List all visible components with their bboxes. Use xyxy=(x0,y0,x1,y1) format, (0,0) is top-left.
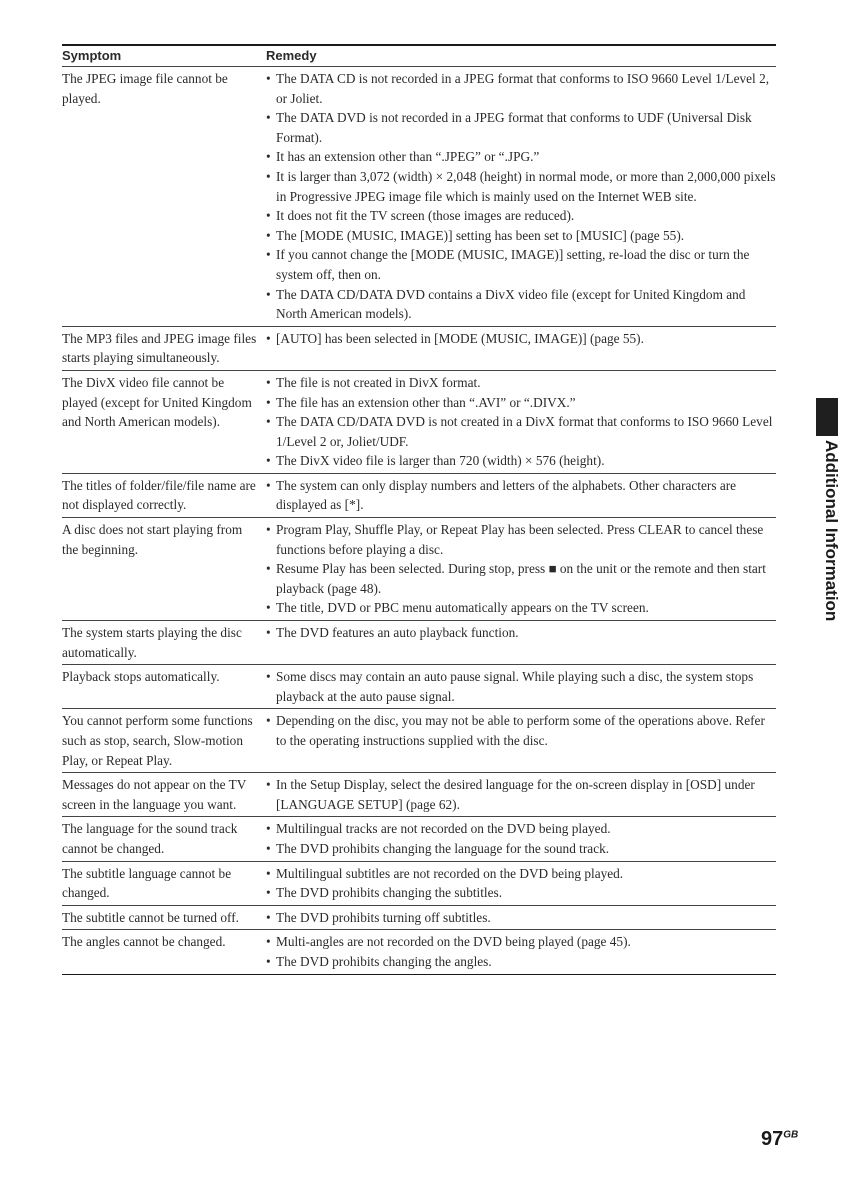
table-row xyxy=(62,773,776,817)
symptom-cell: Messages do not appear on the TV screen in the language you want. xyxy=(62,773,266,817)
remedy-cell xyxy=(266,817,776,861)
remedy-cell xyxy=(266,370,776,473)
table-body xyxy=(62,67,776,975)
symptom-cell: The subtitle language cannot be changed. xyxy=(62,861,266,905)
remedy-item: • The DVD prohibits turning off subtitles. xyxy=(266,908,776,928)
symptom-cell: Playback stops automatically. xyxy=(62,665,266,709)
symptom-cell: The DivX video file cannot be played (except for United Kingdom and North American models). xyxy=(62,370,266,473)
remedy-item: • The DVD features an auto playback function. xyxy=(266,623,776,643)
table-row xyxy=(62,473,776,517)
remedy-cell xyxy=(266,473,776,517)
table-row xyxy=(62,905,776,930)
page-number xyxy=(761,1128,798,1151)
symptom-header: Symptom xyxy=(62,45,266,67)
remedy-item: • The DATA DVD is not recorded in a JPEG format that conforms to UDF (Universal Disk Format). xyxy=(266,108,776,147)
table-row xyxy=(62,817,776,861)
remedy-item: • The DVD prohibits changing the angles. xyxy=(266,952,776,972)
remedy-cell xyxy=(266,326,776,370)
symptom-cell: A disc does not start playing from the beginning. xyxy=(62,518,266,621)
section-tab-marker xyxy=(816,398,838,436)
remedy-item: • The title, DVD or PBC menu automatically appears on the TV screen. xyxy=(266,598,776,618)
remedy-item: • The DVD prohibits changing the language for the sound track. xyxy=(266,839,776,859)
remedy-cell xyxy=(266,861,776,905)
remedy-cell xyxy=(266,905,776,930)
remedy-item: • The DATA CD/DATA DVD is not created in a DivX format that conforms to ISO 9660 Level 1/Level 2 or, Joliet/UDF. xyxy=(266,412,776,451)
remedy-item: • In the Setup Display, select the desired language for the on-screen display in [OSD] under [LANGUAGE SETUP] (page 62). xyxy=(266,775,776,814)
remedy-cell xyxy=(266,773,776,817)
remedy-item: • If you cannot change the [MODE (MUSIC, IMAGE)] setting, re-load the disc or turn the system off, then on. xyxy=(266,245,776,284)
remedy-item: • It has an extension other than “.JPEG” or “.JPG.” xyxy=(266,147,776,167)
symptom-cell: The subtitle cannot be turned off. xyxy=(62,905,266,930)
symptom-cell: You cannot perform some functions such as stop, search, Slow-motion Play, or Repeat Play. xyxy=(62,709,266,773)
table-row xyxy=(62,665,776,709)
table-row xyxy=(62,709,776,773)
remedy-item: • It is larger than 3,072 (width) × 2,048 (height) in normal mode, or more than 2,000,000 pixels in Progressive JPEG image file which is mainly used on the Internet WEB site. xyxy=(266,167,776,206)
table-row xyxy=(62,621,776,665)
page-number-suffix: GB xyxy=(783,1129,799,1141)
troubleshooting-table xyxy=(62,44,776,975)
section-tab-label: Additional Information xyxy=(822,440,841,622)
table-row xyxy=(62,518,776,621)
symptom-cell: The language for the sound track cannot be changed. xyxy=(62,817,266,861)
symptom-cell: The angles cannot be changed. xyxy=(62,930,266,974)
remedy-item: • Program Play, Shuffle Play, or Repeat Play has been selected. Press CLEAR to cancel these functions before playing a disc. xyxy=(266,520,776,559)
table-row xyxy=(62,326,776,370)
table-row xyxy=(62,861,776,905)
symptom-cell: The JPEG image file cannot be played. xyxy=(62,67,266,327)
remedy-cell xyxy=(266,621,776,665)
table-row xyxy=(62,930,776,974)
table-header-row xyxy=(62,45,776,67)
remedy-item: • Depending on the disc, you may not be able to perform some of the operations above. Refer to the operating instructions supplied with the disc. xyxy=(266,711,776,750)
remedy-item: • The system can only display numbers and letters of the alphabets. Other characters are displayed as [*]. xyxy=(266,476,776,515)
symptom-cell: The system starts playing the disc automatically. xyxy=(62,621,266,665)
remedy-item: • The file is not created in DivX format. xyxy=(266,373,776,393)
remedy-cell xyxy=(266,518,776,621)
remedy-item: • Some discs may contain an auto pause signal. While playing such a disc, the system stops playback at the auto pause signal. xyxy=(266,667,776,706)
remedy-item: • Resume Play has been selected. During stop, press ■ on the unit or the remote and then start playback (page 48). xyxy=(266,559,776,598)
remedy-cell xyxy=(266,930,776,974)
table-row xyxy=(62,370,776,473)
remedy-item: • Multilingual subtitles are not recorded on the DVD being played. xyxy=(266,864,776,884)
remedy-item: • The [MODE (MUSIC, IMAGE)] setting has been set to [MUSIC] (page 55). xyxy=(266,226,776,246)
page-number-value: 97 xyxy=(761,1128,784,1150)
symptom-cell: The titles of folder/file/file name are not displayed correctly. xyxy=(62,473,266,517)
remedy-item: • Multilingual tracks are not recorded on the DVD being played. xyxy=(266,819,776,839)
remedy-item: • The DATA CD is not recorded in a JPEG format that conforms to ISO 9660 Level 1/Level 2, or Joliet. xyxy=(266,69,776,108)
remedy-header: Remedy xyxy=(266,45,776,67)
remedy-item: • It does not fit the TV screen (those images are reduced). xyxy=(266,206,776,226)
remedy-item: • The DATA CD/DATA DVD contains a DivX video file (except for United Kingdom and North American models). xyxy=(266,285,776,324)
remedy-item: • [AUTO] has been selected in [MODE (MUSIC, IMAGE)] (page 55). xyxy=(266,329,776,349)
remedy-item: • The DVD prohibits changing the subtitles. xyxy=(266,883,776,903)
remedy-item: • The DivX video file is larger than 720 (width) × 576 (height). xyxy=(266,451,776,471)
remedy-cell xyxy=(266,709,776,773)
symptom-cell: The MP3 files and JPEG image files starts playing simultaneously. xyxy=(62,326,266,370)
remedy-cell xyxy=(266,67,776,327)
remedy-item: • Multi-angles are not recorded on the DVD being played (page 45). xyxy=(266,932,776,952)
remedy-item: • The file has an extension other than “.AVI” or “.DIVX.” xyxy=(266,393,776,413)
remedy-cell xyxy=(266,665,776,709)
table-row xyxy=(62,67,776,327)
